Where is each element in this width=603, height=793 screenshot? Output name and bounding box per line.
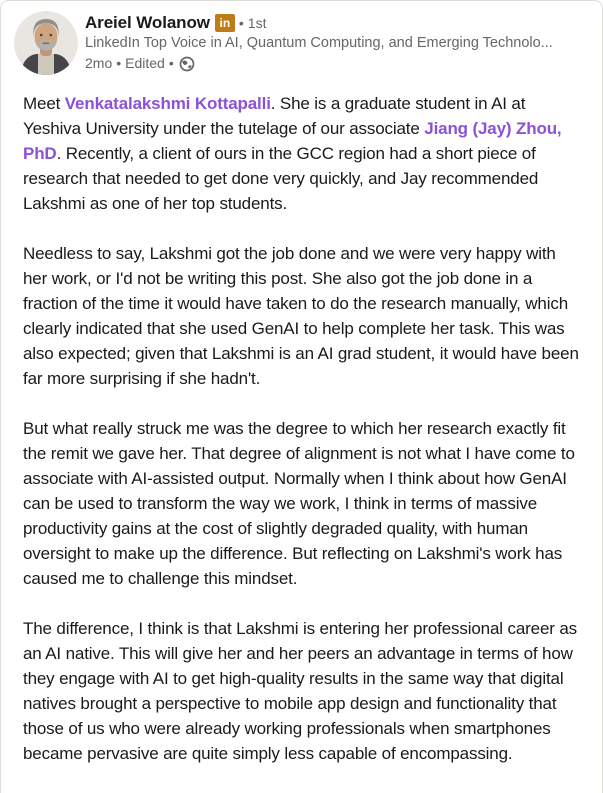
header-info — [85, 11, 553, 73]
separator-dot: • — [238, 15, 244, 31]
edited-label: Edited — [125, 55, 165, 71]
post-paragraph: Needless to say, Lakshmi got the job done and we were very happy with her work, or I'd not be writing this post. She also got the job done in a fraction of the time it would have taken to do the research manually, which clearly indicated that she used GenAI to help complete her task. This was also expected; given that Lakshmi is an AI grad student, it would have been far more surprising if she hadn't. — [23, 244, 579, 388]
linkedin-badge-text: in — [219, 15, 231, 30]
author-headline: LinkedIn Top Voice in AI, Quantum Computing, and Emerging Technolo... — [85, 35, 553, 51]
globe-icon — [179, 56, 195, 72]
avatar-image — [14, 11, 78, 75]
profile-link[interactable]: Jiang (Jay) Zhou, PhD — [23, 119, 562, 163]
post-meta — [85, 54, 553, 73]
post-age: 2mo — [85, 55, 113, 71]
post-paragraph: The difference, I think is that Lakshmi is entering her professional career as an AI native. This will give her and her peers an advantage in terms of how they engage with AI to get high-quality results in the same way that digital natives brought a perspective to mobile app design and functionality that those of us who were already working professionals when smartphones became pervasive are quite simply less capable of encompassing. — [23, 619, 577, 763]
linkedin-badge-icon — [215, 14, 235, 32]
profile-link[interactable]: Venkatalakshmi Kottapalli — [64, 94, 271, 113]
connection-degree: 1st — [247, 15, 267, 31]
post-header[interactable] — [1, 1, 602, 75]
post-paragraph: But what really struck me was the degree to which her research exactly fit the remit we gave her. That degree of alignment is not what I have come to associate with AI-assisted output. Normally when I think about how GenAI can be used to transform the way we work, I think in terms of massive productivity gains at the cost of slightly degraded quality, with human oversight to make up the difference. But reflecting on Lakshmi's work has caused me to challenge this mindset. — [23, 419, 575, 588]
name-row — [85, 13, 553, 33]
author-name[interactable]: Areiel Wolanow — [85, 13, 210, 32]
post-text — [1, 91, 602, 766]
separator-dot: • — [116, 55, 122, 71]
post-paragraph: Meet Venkatalakshmi Kottapalli. She is a graduate student in AI at Yeshiva University under the tutelage of our associate Jiang (Jay) Zhou, PhD. Recently, a client of ours in the GCC region had a short piece of research that needed to get done very quickly, and Jay recommended Lakshmi as one of her top students. — [23, 94, 562, 213]
separator-dot: • — [168, 55, 174, 71]
avatar[interactable] — [14, 11, 78, 75]
